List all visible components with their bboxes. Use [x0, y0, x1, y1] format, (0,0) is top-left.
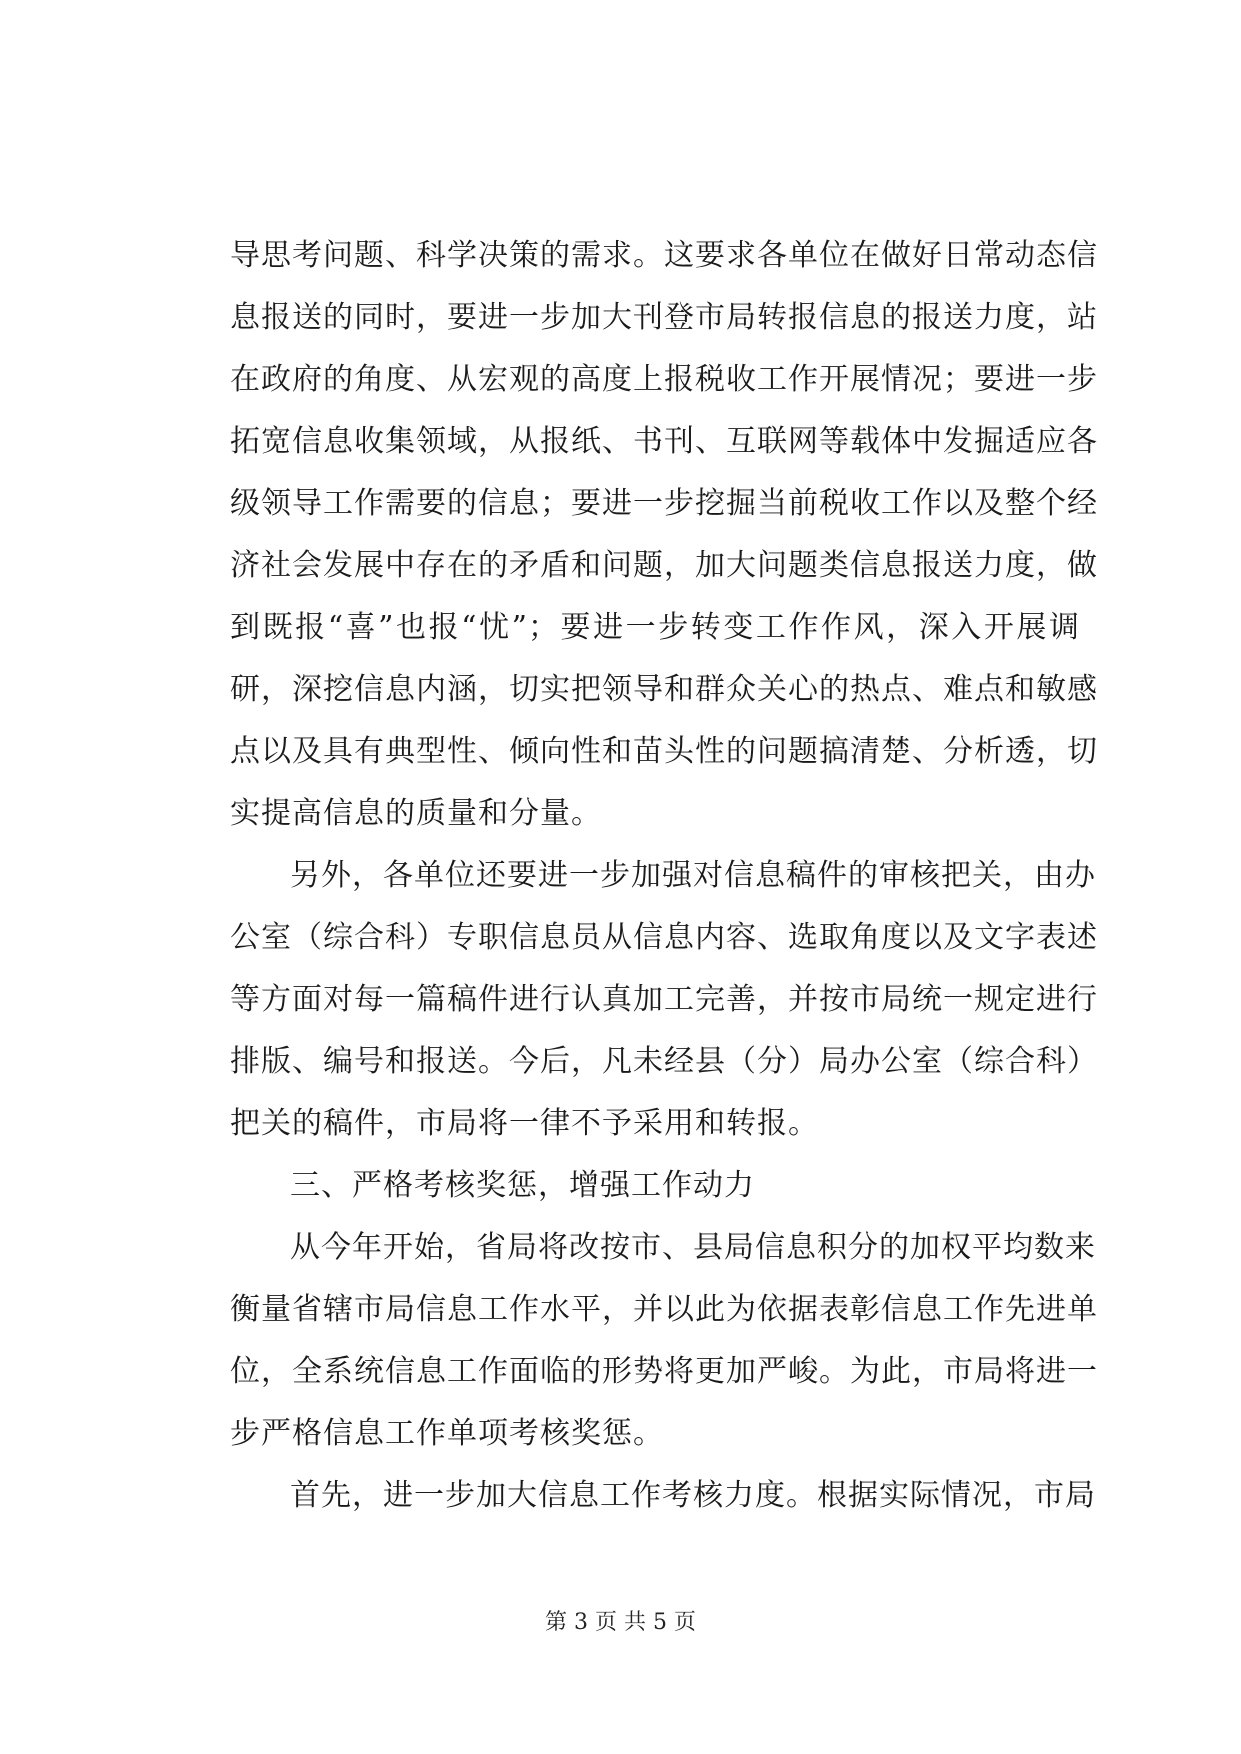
text-line: 把关的稿件，市局将一律不予采用和转报。	[230, 1106, 819, 1141]
text-line: 拓宽信息收集领域，从报纸、书刊、互联网等载体中发掘适应各	[230, 424, 1098, 459]
text-line: 济社会发展中存在的矛盾和问题，加大问题类信息报送力度，做	[230, 548, 1098, 583]
text-line: 点以及具有典型性、倾向性和苗头性的问题搞清楚、分析透，切	[230, 734, 1098, 769]
text-line: 在政府的角度、从宏观的高度上报税收工作开展情况；要进一步	[230, 362, 1098, 397]
text-line: 首先，进一步加大信息工作考核力度。根据实际情况，市局	[290, 1478, 1096, 1513]
text-line: 从今年开始，省局将改按市、县局信息积分的加权平均数来	[290, 1230, 1096, 1265]
text-line: 排版、编号和报送。今后，凡未经县（分）局办公室（综合科）	[230, 1044, 1098, 1079]
text-line: 实提高信息的质量和分量。	[230, 796, 602, 831]
text-line: 三、严格考核奖惩，增强工作动力	[290, 1168, 755, 1203]
text-line: 研，深挖信息内涵，切实把领导和群众关心的热点、难点和敏感	[230, 672, 1098, 707]
text-line: 等方面对每一篇稿件进行认真加工完善，并按市局统一规定进行	[230, 982, 1098, 1017]
text-line: 到既报“喜”也报“忧”；要进一步转变工作作风，深入开展调	[230, 610, 1080, 645]
text-line: 另外，各单位还要进一步加强对信息稿件的审核把关，由办	[290, 858, 1096, 893]
text-line: 息报送的同时，要进一步加大刊登市局转报信息的报送力度，站	[230, 300, 1098, 335]
document-body	[230, 225, 1098, 1527]
text-line: 衡量省辖市局信息工作水平，并以此为依据表彰信息工作先进单	[230, 1292, 1098, 1327]
text-line: 位，全系统信息工作面临的形势将更加严峻。为此，市局将进一	[230, 1354, 1098, 1389]
text-line: 导思考问题、科学决策的需求。这要求各单位在做好日常动态信	[230, 238, 1098, 273]
page-number-footer: 第 3 页 共 5 页	[545, 1610, 696, 1635]
text-line: 公室（综合科）专职信息员从信息内容、选取角度以及文字表述	[230, 920, 1098, 955]
text-line: 步严格信息工作单项考核奖惩。	[230, 1416, 664, 1451]
text-line: 级领导工作需要的信息；要进一步挖掘当前税收工作以及整个经	[230, 486, 1098, 521]
